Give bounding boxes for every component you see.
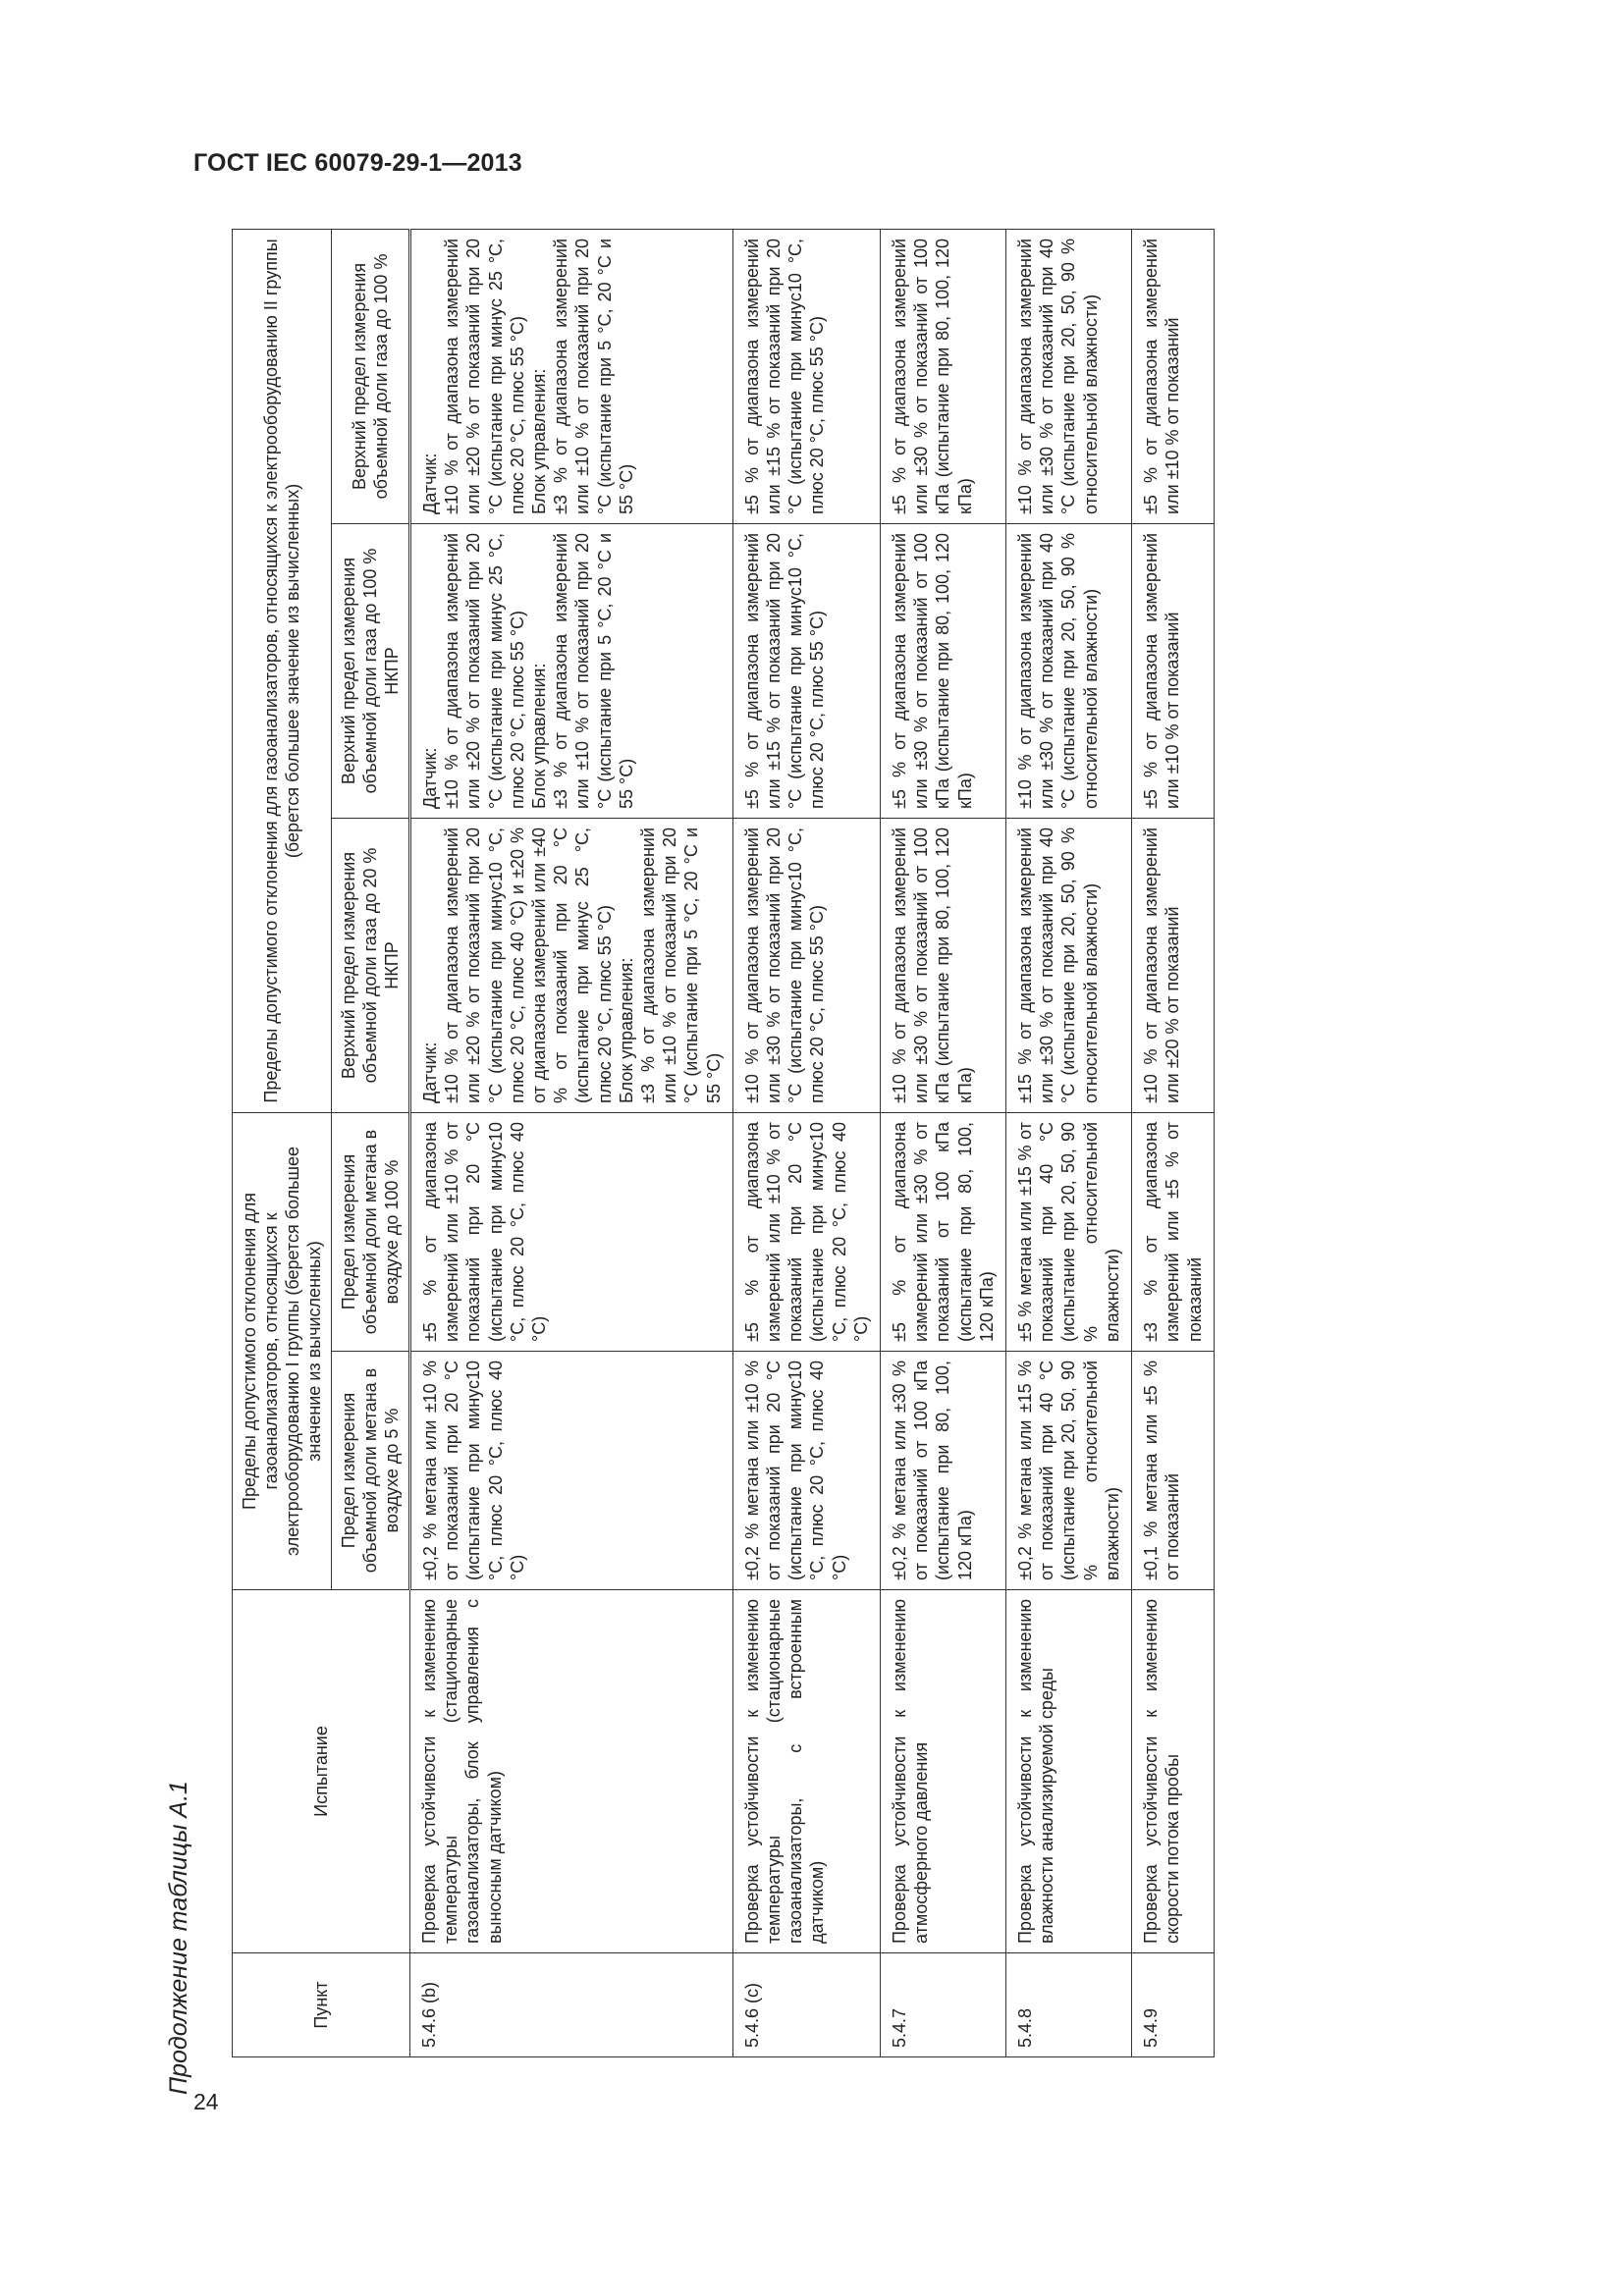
- row-g1-5: ±0,2 % метана или ±30 % от показаний от 100 кПа (испытание при 80, 100, 120 кПа): [881, 1352, 1006, 1590]
- table-row: [1006, 229, 1132, 2056]
- header-group2: Пределы допустимого отклонения для газоанализаторов, относящихся к электрооборудованию II группы (берется большее значение из вычисленных): [233, 229, 332, 1112]
- header-g2-col2: Верхний предел измерения объемной доли газа до 100 % НКПР: [332, 523, 410, 818]
- row-g2-100nkpr: ±5 % от диапазона измерений или ±30 % от показаний от 100 кПа (испытание при 80, 100, 120 кПа): [881, 523, 1006, 818]
- document-header: ГОСТ IEC 60079-29-1—2013: [193, 149, 522, 177]
- row-g1-100: ±5 % от диапазона измерений или ±10 % от показаний при 20 °С (испытание при минус10 °С, плюс 20 °С, плюс 40 °С): [732, 1112, 880, 1351]
- row-g1-5: ±0,2 % метана или ±10 % от показаний при 20 °С (испытание при минус10 °С, плюс 20 °С, плюс 40 °С): [732, 1352, 880, 1590]
- row-g1-100: ±5 % от диапазона измерений или ±10 % от показаний при 20 °С (испытание при минус10 °С, плюс 20 °С, плюс 40 °С): [410, 1112, 733, 1351]
- header-g1-col2: Предел измерения объемной доли метана в воздухе до 100 %: [332, 1112, 410, 1351]
- header-test: Испытание: [233, 1590, 410, 1953]
- row-g2-100: ±10 % от диапазона измерений или ±30 % от показаний при 40 °С (испытание при 20, 50, 90 % относительной влажности): [1006, 229, 1132, 523]
- table-row: [881, 229, 1006, 2056]
- row-test: Проверка устойчивости к изменению скорости потока пробы: [1132, 1590, 1215, 1953]
- header-row-1: [233, 229, 332, 2056]
- row-point: 5.4.7: [881, 1953, 1006, 2057]
- row-g2-20: ±15 % от диапазона измерений или ±30 % от показаний при 40 °С (испытание при 20, 50, 90 % относительной влажности): [1006, 818, 1132, 1112]
- row-test: Проверка устойчивости к изменению температуры (стационарные газоанализаторы, блок управления с выносным датчиком): [410, 1590, 733, 1953]
- row-point: 5.4.9: [1132, 1953, 1215, 2057]
- header-point: Пункт: [233, 1953, 410, 2057]
- row-g2-100: ±5 % от диапазона измерений или ±15 % от показаний при 20 °С (испытание при минус10 °С, плюс 20 °С, плюс 55 °С): [732, 229, 880, 523]
- row-g2-100nkpr: ±5 % от диапазона измерений или ±10 % от показаний: [1132, 523, 1215, 818]
- row-g2-100nkpr: Датчик: ±10 % от диапазона измерений или ±20 % от показаний при 20 °С (испытание при минус 25 °С, плюс 20 °С, плюс 55 °С) Блок управления: ±3 % от диапазона измерений или ±10 % от показаний при 20 °С (испытание при 5 °С, 20 °С и 55 °С): [410, 523, 733, 818]
- table-row: [410, 229, 733, 2056]
- row-test: Проверка устойчивости к изменению атмосферного давления: [881, 1590, 1006, 1953]
- row-g2-20: Датчик: ±10 % от диапазона измерений или ±20 % от показаний при 20 °С (испытание при минус10 °С, плюс 20 °С, плюс 40 °С) и ±20 % от диапазона измерений или ±40 % от показаний при 20 °С (испытание при минус 25 °С, плюс 20 °С, плюс 55 °С) Блок управления: ±3 % от диапазона измерений или ±10 % от показаний при 20 °С (испытание при 5 °С, 20 °С и 55 °С): [410, 818, 733, 1112]
- header-g2-col3: Верхний предел измерения объемной доли газа до 100 %: [332, 229, 410, 523]
- row-g1-100: ±5 % метана или ±15 % от показаний при 40 °С (испытание при 20, 50, 90 % относительной влажности): [1006, 1112, 1132, 1351]
- row-g2-100: ±5 % от диапазона измерений или ±10 % от показаний: [1132, 229, 1215, 523]
- row-g2-100: ±5 % от диапазона измерений или ±30 % от показаний от 100 кПа (испытание при 80, 100, 120 кПа): [881, 229, 1006, 523]
- row-g2-100nkpr: ±5 % от диапазона измерений или ±15 % от показаний при 20 °С (испытание при минус10 °С, плюс 20 °С, плюс 55 °С): [732, 523, 880, 818]
- row-g2-20: ±10 % от диапазона измерений или ±20 % от показаний: [1132, 818, 1215, 1112]
- continuation-label: Продолжение таблицы А.1: [165, 1781, 192, 2095]
- row-g1-5: ±0,2 % метана или ±10 % от показаний при 20 °С (испытание при минус10 °С, плюс 20 °С, плюс 40 °С): [410, 1352, 733, 1590]
- row-point: 5.4.6 (b): [410, 1953, 733, 2057]
- row-g2-100nkpr: ±10 % от диапазона измерений или ±30 % от показаний при 40 °С (испытание при 20, 50, 90 % относительной влажности): [1006, 523, 1132, 818]
- row-g1-100: ±3 % от диапазона измерений или ±5 % от показаний: [1132, 1112, 1215, 1351]
- row-point: 5.4.6 (с): [732, 1953, 880, 2057]
- header-g1-col1: Предел измерения объемной доли метана в воздухе до 5 %: [332, 1352, 410, 1590]
- tolerance-table: [232, 229, 1215, 2057]
- row-g2-20: ±10 % от диапазона измерений или ±30 % от показаний при 20 °С (испытание при минус10 °С, плюс 20 °С, плюс 55 °С): [732, 818, 880, 1112]
- row-g1-100: ±5 % от диапазона измерений или ±30 % от показаний от 100 кПа (испытание при 80, 100, 120 кПа): [881, 1112, 1006, 1351]
- page-number: 24: [193, 2089, 219, 2114]
- header-group1: Пределы допустимого отклонения для газоанализаторов, относящихся к электрооборудованию I группы (берется большее значение из вычисленных): [233, 1112, 332, 1589]
- row-g2-20: ±10 % от диапазона измерений или ±30 % от показаний от 100 кПа (испытание при 80, 100, 120 кПа): [881, 818, 1006, 1112]
- table-row: [1132, 229, 1215, 2056]
- row-g1-5: ±0,1 % метана или ±5 % от показаний: [1132, 1352, 1215, 1590]
- header-g2-col1: Верхний предел измерения объемной доли газа до 20 % НКПР: [332, 818, 410, 1112]
- row-g1-5: ±0,2 % метана или ±15 % от показаний при 40 °С (испытание при 20, 50, 90 % относительной влажности): [1006, 1352, 1132, 1590]
- row-test: Проверка устойчивости к изменению влажности анализируемой среды: [1006, 1590, 1132, 1953]
- row-test: Проверка устойчивости к изменению температуры (стационарные газоанализаторы, с встроенным датчиком): [732, 1590, 880, 1953]
- table-row: [732, 229, 880, 2056]
- row-g2-100: Датчик: ±10 % от диапазона измерений или ±20 % от показаний при 20 °С (испытание при минус 25 °С, плюс 20 °С, плюс 55 °С) Блок управления: ±3 % от диапазона измерений или ±10 % от показаний при 20 °С (испытание при 5 °С, 20 °С и 55 °С): [410, 229, 733, 523]
- row-point: 5.4.8: [1006, 1953, 1132, 2057]
